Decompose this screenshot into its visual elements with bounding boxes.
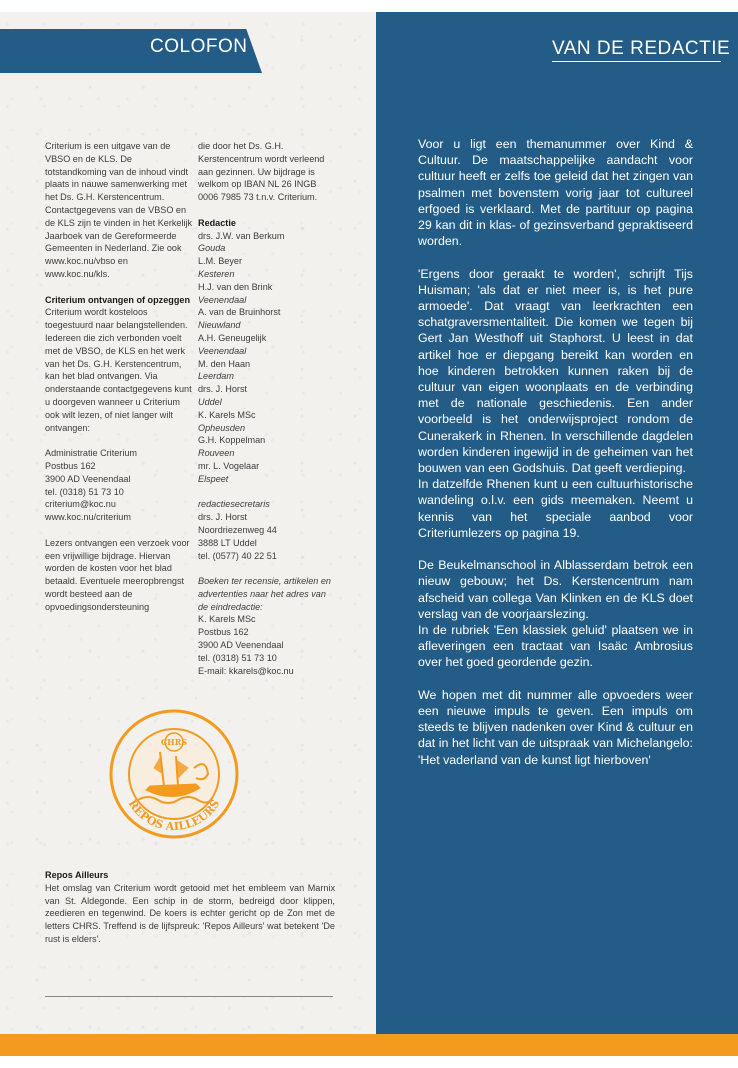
editor-name: M. den Haan	[198, 358, 251, 369]
repos-text: Het omslag van Criterium wordt getooid met het embleem van Marnix van St. Aldegonde. Een schip in de storm, bedreigd door klippen, zeedieren en tegenwind. De koers is echter gericht op de Zon met de letters CHRS. Treffend is de lijfspreuk: 'Repos Ailleurs' wat betekent 'De rust is elders'.	[45, 882, 335, 944]
editor-name: drs. J. Horst	[198, 384, 248, 395]
colofon-intro: Criterium is een uitgave van de VBSO en de KLS. De totstandkoming van de inhoud vindt plaats in nauwe samenwerking met het Ds. G.H. Kerstencentrum. Contactgegevens van de VBSO en de KLS zijn te vinden in het Kerkelijk Jaarboek van de Gereformeerde Gemeenten in Nederland. Zie ook www.koc.nu/vbso en www.koc.nu/kls.	[45, 141, 193, 279]
editor-name: drs. J.W. van Berkum	[198, 230, 285, 241]
repos-ailleurs-emblem	[108, 708, 240, 840]
editorial-paragraph: Voor u ligt een themanummer over Kind & Cultuur. De maatschappelijke aandacht voor cultuur heeft er zelfs toe geleid dat het zingen van psalmen met bovenstem vorig jaar tot cultureel erfgoed is verklaard. Met de partituur op pagina 29 kan dit in klas- of gezinsverband gepraktiseerd worden.	[418, 137, 693, 249]
editorial-paragraph: De Beukelmanschool in Alblasserdam betrok een nieuw gebouw; het Ds. Kerstencentrum nam afscheid van collega Van Klinken en de KLS doet verslag van de voorjaarslezing.	[418, 558, 693, 621]
colofon-title: COLOFON	[150, 36, 248, 57]
secretary-label: redactiesecretaris	[198, 499, 270, 510]
editor-place: Leerdam	[198, 371, 234, 382]
email-link[interactable]: E-mail: kkarels@koc.nu	[198, 665, 294, 676]
editorial-title-underline	[552, 61, 721, 62]
redactie-heading: Redactie	[198, 217, 236, 228]
editor-place: Kesteren	[198, 268, 235, 279]
repos-heading: Repos Ailleurs	[45, 870, 109, 880]
address-line: K. Karels MSc	[198, 614, 256, 625]
admin-address	[45, 447, 193, 524]
redactie-list	[198, 230, 338, 486]
colofon-column-2	[198, 140, 338, 677]
gift-text: Lezers ontvangen een verzoek voor een vrijwillige bijdrage. Hiervan worden de kosten voor het blad betaald. Eventuele meeropbrengst wordt besteed aan de opvoedingsondersteuning	[45, 537, 190, 612]
editorial-paragraph: In datzelfde Rhenen kunt u een cultuurhistorische wandeling o.l.v. een gids meemaken. Neemt u kennis van het speciale aanbod voor Criteriumlezers op pagina 19.	[418, 477, 693, 540]
editorial-paragraph: In de rubriek 'Een klassiek geluid' plaatsen we in afleveringen een tractaat van Isaäc Ambrosius over het goed geordende gezin.	[418, 623, 693, 670]
address-line: Postbus 162	[45, 460, 96, 471]
editor-place: Elspeet	[198, 473, 229, 484]
repos-ailleurs-block	[45, 869, 335, 946]
editor-name: G.H. Koppelman	[198, 435, 266, 446]
receive-text: Criterium wordt kosteloos toegestuurd naar belangstellenden. Iedereen die zich verbonden voelt met de VBSO, de KLS en het werk van het Ds. G.H. Kerstencentrum, kan het blad ontvangen. Via onderstaande contactgegevens kunt u doorgeven wanneer u Criterium ook wilt lezen, of niet langer wilt ontvangen:	[45, 307, 192, 433]
editor-name: H.J. van den Brink	[198, 281, 273, 292]
address-line: Administratie Criterium	[45, 448, 137, 459]
address-line: 3900 AD Veenendaal	[198, 640, 284, 651]
editorial-paragraph: We hopen met dit nummer alle opvoeders weer een nieuwe impuls te geven. Een impuls om steeds te blijven nadenken over Kind & cultuur en dat in het licht van de uitspraak van Michelangelo: 'Het vaderland van de kunst ligt hierboven'	[418, 687, 693, 767]
editor-name: A. van de Bruinhorst	[198, 307, 281, 318]
books-label: Boeken ter recensie, artikelen en advertenties naar het adres van de eindredactie:	[198, 576, 331, 612]
editor-place: Nieuwland	[198, 320, 241, 331]
editor-place: Gouda	[198, 243, 226, 254]
address-line: drs. J. Horst	[198, 512, 248, 523]
emblem-top-text: CHRS	[160, 737, 188, 747]
editor-place: Rouveen	[198, 448, 235, 459]
bottom-color-bar	[0, 1034, 738, 1056]
address-line: Noordriezenweg 44	[198, 524, 277, 535]
editor-place: Veenendaal	[198, 294, 247, 305]
editor-address-block	[198, 575, 338, 677]
editorial-paragraph: 'Ergens door geraakt te worden', schrijft Tijs Huisman; 'als dat er niet meer is, is het pure armoede'. Dat vraagt van leerkrachten een schatgraversmentaliteit. Die komen we tegen bij Gert Jan Westhoff uit Staphorst. U leest in dat artikel hoe er diepgang bereikt kan worden en hoe kinderen betrokken kunnen raken bij de cultuur van eigen woonplaats en de verbinding met de nationale geschiedenis. Een ander voorbeeld is het onderwijsproject rondom de Cunerakerk in Rhenen. In verschillende dagdelen worden kinderen ingewijd in de geheimen van het bouwen van een Godshuis. Dat geeft verdieping.	[418, 266, 693, 476]
email-link[interactable]: criterium@koc.nu	[45, 499, 116, 510]
address-line: tel. (0318) 51 73 10	[45, 486, 124, 497]
address-line: 3900 AD Veenendaal	[45, 473, 131, 484]
address-line: Postbus 162	[198, 627, 249, 638]
editor-place: Uddel	[198, 396, 222, 407]
divider	[45, 996, 333, 997]
editor-name: K. Karels MSc	[198, 409, 256, 420]
editorial-title: VAN DE REDACTIE	[552, 38, 731, 59]
receive-heading: Criterium ontvangen of opzeggen	[45, 294, 190, 305]
secretary-block	[198, 498, 338, 562]
website-link[interactable]: www.koc.nu/criterium	[45, 512, 131, 523]
emblem-motto: REPOS AILLEURS	[125, 797, 223, 834]
editorial-text	[418, 136, 693, 784]
editor-place: Opheusden	[198, 422, 246, 433]
editor-name: mr. L. Vogelaar	[198, 460, 260, 471]
address-line: tel. (0577) 40 22 51	[198, 550, 277, 561]
editor-place: Veenendaal	[198, 345, 247, 356]
editor-name: L.M. Beyer	[198, 256, 242, 267]
address-line: tel. (0318) 51 73 10	[198, 652, 277, 663]
address-line: 3888 LT Uddel	[198, 537, 257, 548]
gift-continued: die door het Ds. G.H. Kerstencentrum wordt verleend aan gezinnen. Uw bijdrage is welkom op IBAN NL 26 INGB 0006 7985 73 t.n.v. Criterium.	[198, 141, 325, 203]
editor-name: A.H. Geneugelijk	[198, 332, 267, 343]
colofon-column-1	[45, 140, 193, 613]
